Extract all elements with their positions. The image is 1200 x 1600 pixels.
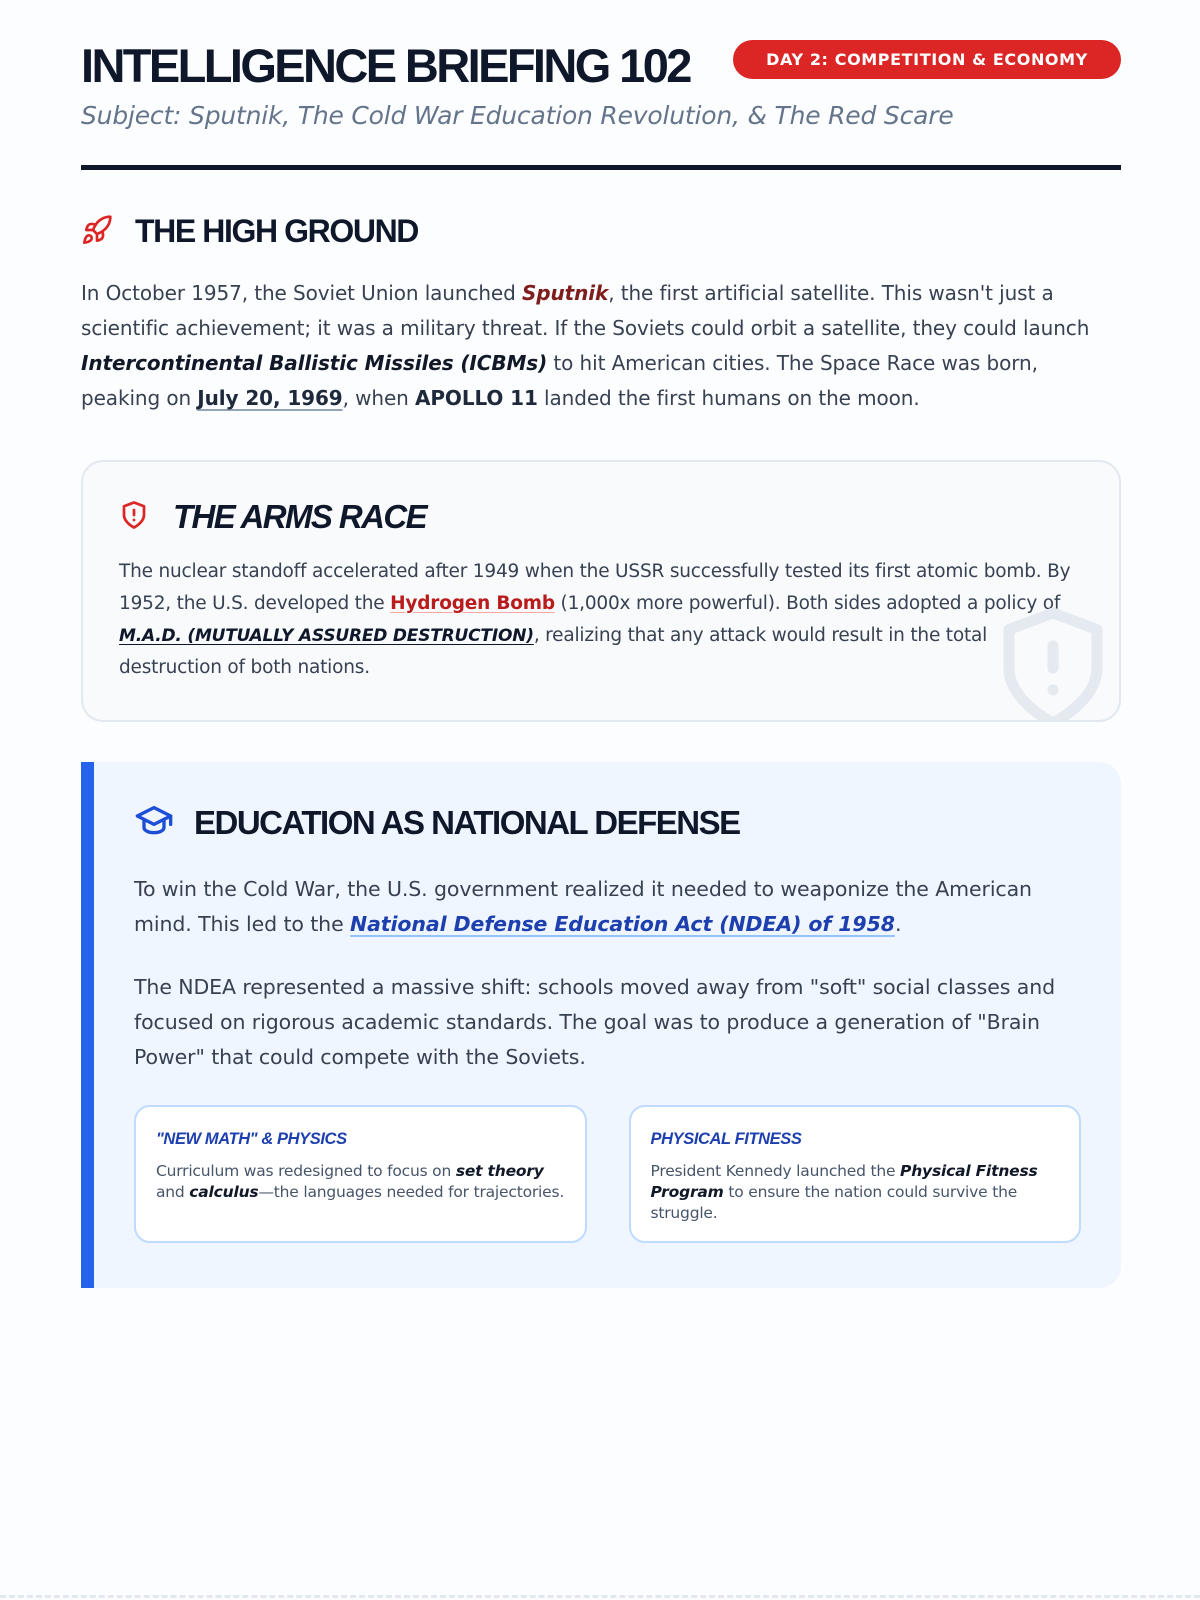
education-paragraph-1: To win the Cold War, the U.S. government realized it needed to weaponize the American mind. This led to the National Defense Education Act (NDEA) of 1958. (134, 877, 1032, 936)
apollo-term: APOLLO 11 (414, 386, 538, 410)
high-ground-heading: THE HIGH GROUND (135, 213, 419, 249)
briefing-page (81, 0, 1121, 1222)
physical-fitness-title: PHYSICAL FITNESS (650, 1130, 802, 1148)
arms-race-heading: THE ARMS RACE (173, 498, 426, 535)
high-ground-paragraph: In October 1957, the Soviet Union launched Sputnik, the first artificial satellite. This wasn't just a scientific achievement; it was a military threat. If the Soviets could orbit a satellite, they could launch Intercontinental Ballistic Missiles (ICBMs) to hit American cities. The Space Race was born, peaking on July 20, 1969, when APOLLO 11 landed the first humans on the moon. (81, 281, 1090, 410)
graduation-cap-icon (134, 804, 174, 842)
education-heading-row (134, 804, 1081, 842)
page-title: INTELLIGENCE BRIEFING 102 (81, 39, 690, 92)
new-math-body: Curriculum was redesigned to focus on set theory and calculus—the languages needed for trajectories. (156, 1162, 565, 1201)
page-subtitle: Subject: Sputnik, The Cold War Education Revolution, & The Red Scare (81, 101, 954, 130)
rocket-icon (81, 214, 113, 250)
education-heading: EDUCATION AS NATIONAL DEFENSE (194, 804, 740, 841)
shield-alert-icon (119, 500, 149, 534)
briefing-header (81, 0, 1121, 170)
physical-fitness-card (629, 1105, 1082, 1243)
arms-race-heading-row (119, 498, 1083, 536)
new-math-card (134, 1105, 587, 1243)
physical-fitness-body: President Kennedy launched the Physical Fitness Program to ensure the nation could survive the struggle. (650, 1162, 1038, 1222)
shield-watermark-icon (987, 602, 1119, 722)
high-ground-heading-row (81, 213, 1121, 250)
page-bottom-divider (0, 1595, 1200, 1598)
moon-landing-date: July 20, 1969 (197, 386, 343, 410)
arms-race-card (81, 460, 1121, 722)
education-paragraph-2: The NDEA represented a massive shift: schools moved away from "soft" social classes and focused on rigorous academic standards. The goal was to produce a generation of "Brain Power" that could compete with the Soviets. (134, 975, 1056, 1069)
sputnik-term: Sputnik (521, 281, 609, 305)
education-card (81, 762, 1121, 1288)
high-ground-section (81, 213, 1121, 416)
mad-term: M.A.D. (MUTUALLY ASSURED DESTRUCTION) (119, 626, 534, 646)
ndea-term: National Defense Education Act (NDEA) of 1958 (350, 912, 895, 936)
hydrogen-bomb-term: Hydrogen Bomb (390, 593, 555, 614)
education-subcards (134, 1105, 1081, 1243)
arms-race-paragraph: The nuclear standoff accelerated after 1949 when the USSR successfully tested its first atomic bomb. By 1952, the U.S. developed the Hydrogen Bomb (1,000x more powerful). Both sides adopted a policy of M.A.D. (MUTUALLY ASSURED DESTRUCTION), realizing that any attack would result in the total destruction of both nations. (119, 561, 1071, 678)
icbm-term: Intercontinental Ballistic Missiles (ICBMs) (81, 351, 548, 375)
new-math-title: "NEW MATH" & PHYSICS (156, 1130, 347, 1148)
day-badge: DAY 2: COMPETITION & ECONOMY (733, 40, 1121, 79)
